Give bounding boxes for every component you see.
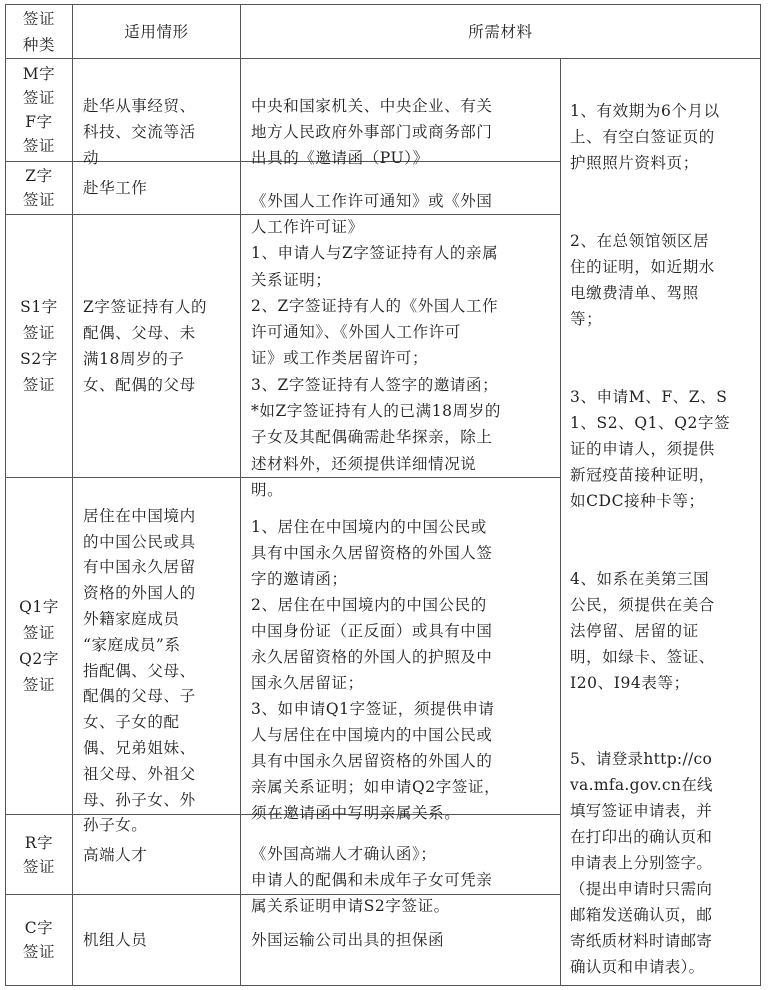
common-item-text: 5、请登录http://co va.mfa.gov.cn在线 填写签证申请表，并 在打印出的确认页和 申请表上分别签字。 （提出申请时只需向 邮箱发送确认页，邮 寄纸质材料时请邮寄 确认页和申请表）。 [570,750,713,976]
materials-text: 《外国人工作许可通知》或《外国 人工作许可证》 [251,192,493,236]
materials-text: 《外国高端人才确认函》； 申请人的配偶和未成年子女可凭亲 属关系证明申请S2字签证。 [251,845,493,915]
table-border-right [760,4,761,986]
row-s-situation [83,215,238,477]
visa-type-text: C字 签证 [22,919,56,961]
visa-type-text: Q1字 签证 Q2字 签证 [19,598,59,694]
common-item-text: 1、有效期为6个月以 上、有空白签证页的 护照照片资料页； [570,102,720,172]
visa-type-text: M字 签证 F字 签证 [22,65,56,155]
col-divider [560,58,561,986]
row-q-materials [251,488,557,826]
common-item-1 [570,72,758,176]
materials-text: 外国运输公司出具的担保函 [251,931,445,949]
row-z-type [6,162,72,214]
visa-type-text: R字 签证 [22,833,56,876]
common-item-text: 4、如系在美第三国 公民，须提供在美合 法停留、居留的证 明，如绿卡、签证、 I20、I94表等； [570,570,715,692]
col-divider [72,4,73,986]
materials-text: 1、申请人与Z字签证持有人的亲属 关系证明； 2、Z字签证持有人的《外国人工作 许可通知》、《外国人工作许可 证》或工作类居留许可； 3、Z字签证持有人签字的邀请函； *如Z字签证持有人的已满18周岁的 子女及其配偶确需赴华探亲，除上 述材料外，还须提供详细情况说 明。 [251,244,501,499]
table-border-bottom [5,985,760,986]
row-z-situation [83,162,238,214]
row-s-materials [251,214,557,503]
row-c-type [6,895,72,985]
row-q-situation [83,478,238,839]
common-item-5 [570,720,758,980]
situation-text: 赴华工作 [83,179,148,197]
header-situation [73,5,240,58]
row-q-type [6,478,72,814]
header-materials [241,5,760,58]
row-c-situation [83,895,238,985]
row-mf-type [6,59,72,161]
materials-text: 1、居住在中国境内的中国公民或 具有中国永久居留资格的外国人签 字的邀请函； 2、居住在中国境内的中国公民的 中国身份证（正反面）或具有中国 永久居留资格的外国人的护照及中 国永久居留证； 3、如申请Q1字签证，须提供申请 人与居住在中国境内的中国公民或 具有中国永久居留资格的外国人的 亲属关系证明；如申请Q2字签证， 须在邀请函中写明亲属关系。 [251,518,501,822]
header-materials-text: 所需材料 [468,22,533,41]
header-situation-text: 适用情形 [124,22,189,41]
row-r-situation [83,815,238,894]
col-divider [240,4,241,986]
common-item-2 [570,202,758,332]
row-mf-materials [251,67,557,171]
header-visa-type [6,5,72,58]
row-s-type [6,215,72,477]
visa-type-text: S1字 签证 S2字 签证 [20,298,58,394]
materials-text: 中央和国家机关、中央企业、有关 地方人民政府外事部门或商务部门 出具的《邀请函（PU）》 [251,97,493,167]
row-r-type [6,815,72,894]
situation-text: 赴华从事经贸、 科技、交流等活 动 [83,97,196,167]
common-item-4 [570,540,758,696]
row-mf-situation [83,67,238,171]
situation-text: Z字签证持有人的 配偶、父母、未 满18周岁的子 女、配偶的父母 [83,298,208,394]
header-visa-type-text: 签证 种类 [22,9,56,54]
common-item-3 [570,358,758,514]
situation-text: 居住在中国境内 的中国公民或具 有中国永久居留 资格的外国人的 外籍家庭成员 “家庭成员”系 指配偶、父母、 配偶的父母、子 女、子女的配 偶、兄弟姐妹、 祖父母、外祖父 母、孙子女、外 孙子女。 [83,506,196,835]
situation-text: 高端人才 [83,845,148,864]
common-item-text: 3、申请M、F、Z、S 1、S2、Q1、Q2字签 证的申请人，须提供 新冠疫苗接种证明， 如CDC接种卡等； [570,388,731,510]
common-item-text: 2、在总领馆领区居 住的证明，如近期水 电缴费清单、驾照 等； [570,232,715,328]
situation-text: 机组人员 [83,931,148,949]
row-c-materials [251,895,557,985]
header-divider [5,58,760,59]
visa-type-text: Z字 签证 [22,167,56,209]
